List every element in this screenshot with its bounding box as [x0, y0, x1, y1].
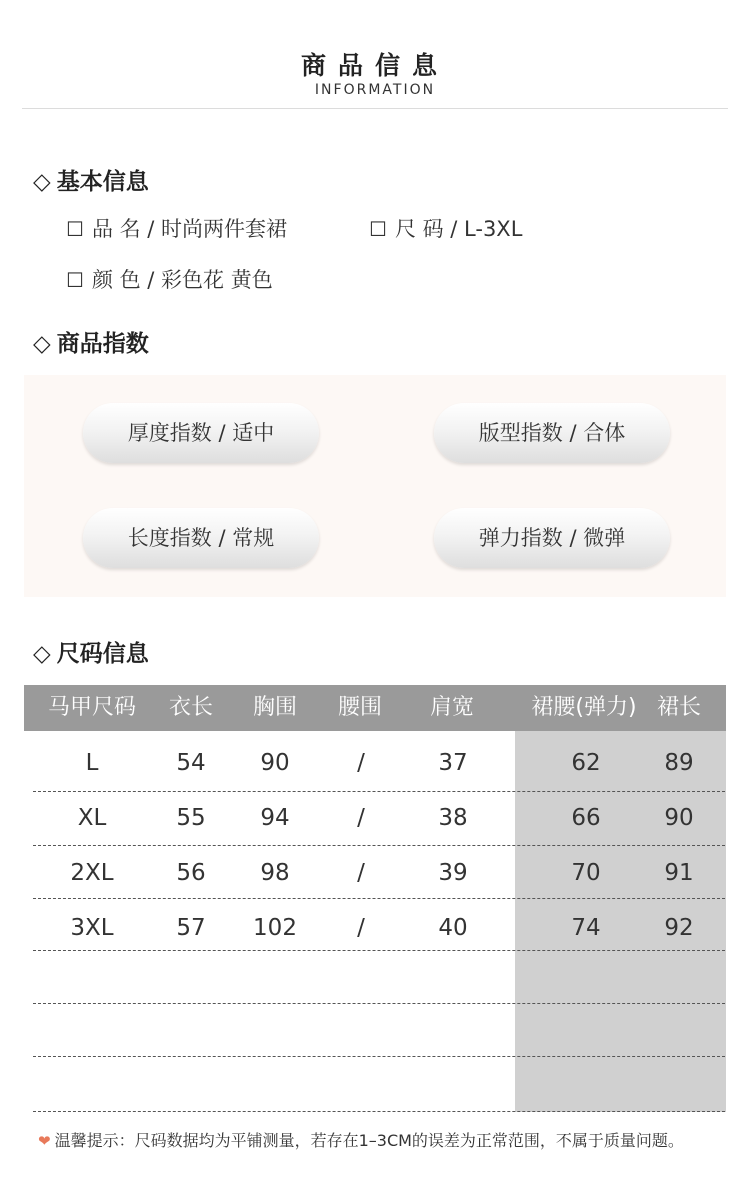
- table-cell: /: [357, 750, 365, 776]
- section-basic-info: [33, 163, 149, 196]
- table-cell: XL: [77, 805, 107, 831]
- table-cell: 37: [438, 750, 468, 776]
- table-cell: 57: [176, 915, 206, 941]
- row-divider: [33, 845, 725, 846]
- checkbox-icon: ☐: [369, 217, 387, 241]
- table-cell: 90: [664, 805, 694, 831]
- index-pill-fit: 版型指数 / 合体: [434, 403, 670, 463]
- checkbox-icon: ☐: [66, 268, 84, 292]
- table-cell: 62: [571, 750, 601, 776]
- table-cell: 94: [260, 805, 290, 831]
- header-cell-bust: 胸围: [252, 695, 297, 720]
- index-pill-length: 长度指数 / 常规: [83, 508, 319, 568]
- row-divider: [33, 950, 725, 951]
- header-cell-waist: 腰围: [337, 695, 382, 720]
- section-size-info: [33, 635, 149, 668]
- table-cell: 39: [438, 860, 468, 886]
- diamond-icon: ◇: [33, 331, 51, 357]
- header-cell-skirt-waist: 裙腰(弹力): [531, 695, 637, 720]
- table-cell: 102: [253, 915, 297, 941]
- table-cell: 92: [664, 915, 694, 941]
- page-subtitle: INFORMATION: [314, 82, 436, 98]
- table-cell: 2XL: [70, 860, 114, 886]
- basic-item-color: [66, 264, 273, 294]
- table-cell: 74: [571, 915, 601, 941]
- header-cell-vest-size: 马甲尺码: [47, 695, 136, 720]
- row-divider: [33, 1111, 725, 1112]
- table-cell: /: [357, 915, 365, 941]
- table-cell: 55: [176, 805, 206, 831]
- index-pill-thickness: 厚度指数 / 适中: [83, 403, 319, 463]
- size-note-text: 温馨提示：尺码数据均为平铺测量，若存在1–3CM的误差为正常范围，不属于质量问题。: [54, 1131, 684, 1150]
- table-cell: 91: [664, 860, 694, 886]
- index-panel: [24, 375, 726, 597]
- checkbox-icon: ☐: [66, 217, 84, 241]
- basic-item-name: [66, 213, 287, 243]
- basic-name-text: 品 名 / 时尚两件套裙: [91, 217, 288, 241]
- basic-color-text: 颜 色 / 彩色花 黄色: [91, 268, 273, 292]
- diamond-icon: ◇: [33, 169, 51, 195]
- table-cell: 66: [571, 805, 601, 831]
- table-cell: /: [357, 805, 365, 831]
- row-divider: [33, 1056, 725, 1057]
- table-cell: 70: [571, 860, 601, 886]
- table-cell: 54: [176, 750, 206, 776]
- table-cell: 98: [260, 860, 290, 886]
- table-cell: 3XL: [70, 915, 114, 941]
- heart-icon: ❤: [38, 1132, 51, 1150]
- basic-item-size: [369, 213, 522, 243]
- table-cell: 89: [664, 750, 694, 776]
- table-cell: 40: [438, 915, 468, 941]
- size-table-header: [24, 685, 726, 731]
- diamond-icon: ◇: [33, 641, 51, 667]
- table-cell: L: [85, 750, 99, 776]
- table-cell: 90: [260, 750, 290, 776]
- header-cell-shoulder: 肩宽: [429, 695, 474, 720]
- table-cell: 56: [176, 860, 206, 886]
- basic-size-text: 尺 码 / L-3XL: [394, 217, 523, 241]
- header-cell-length: 衣长: [168, 695, 213, 720]
- header-cell-skirt-length: 裙长: [656, 695, 701, 720]
- index-pill-elasticity: 弹力指数 / 微弹: [434, 508, 670, 568]
- page-title: 商品信息: [300, 51, 449, 80]
- section-size-title: 尺码信息: [56, 641, 149, 667]
- section-index-title: 商品指数: [56, 331, 149, 357]
- section-product-index: [33, 325, 149, 358]
- size-note: [38, 1128, 684, 1151]
- table-cell: 38: [438, 805, 468, 831]
- row-divider: [33, 1003, 725, 1004]
- header-divider: [22, 108, 728, 109]
- row-divider: [33, 898, 725, 899]
- row-divider: [33, 791, 725, 792]
- section-basic-title: 基本信息: [56, 169, 149, 195]
- table-cell: /: [357, 860, 365, 886]
